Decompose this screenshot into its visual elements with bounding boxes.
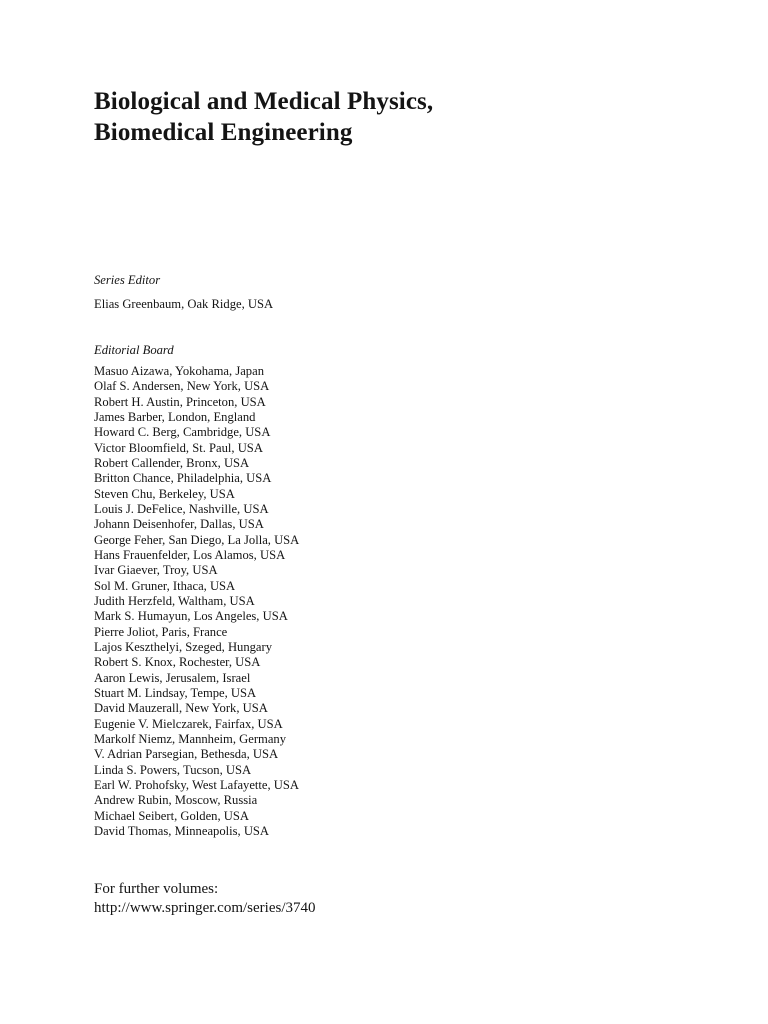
series-title xyxy=(94,86,714,148)
editorial-board-member: Markolf Niemz, Mannheim, Germany xyxy=(94,731,286,746)
editorial-board-member: Andrew Rubin, Moscow, Russia xyxy=(94,793,258,808)
editorial-board-member: Robert Callender, Bronx, USA xyxy=(94,455,250,470)
series-editor-name: Elias Greenbaum, Oak Ridge, USA xyxy=(94,297,274,311)
editorial-board-member: Hans Frauenfelder, Los Alamos, USA xyxy=(94,547,286,562)
editorial-board-member: Howard C. Berg, Cambridge, USA xyxy=(94,425,271,440)
editorial-board-member: David Thomas, Minneapolis, USA xyxy=(94,823,270,838)
editorial-board-member: Michael Seibert, Golden, USA xyxy=(94,808,249,823)
editorial-board-member: David Mauzerall, New York, USA xyxy=(94,701,268,716)
editorial-board-member: Robert H. Austin, Princeton, USA xyxy=(94,394,266,409)
editorial-board-member: Louis J. DeFelice, Nashville, USA xyxy=(94,501,269,516)
editorial-board-list xyxy=(94,364,299,839)
series-url-link[interactable]: http://www.springer.com/series/3740 xyxy=(94,900,316,916)
editorial-board-member: Robert S. Knox, Rochester, USA xyxy=(94,655,261,670)
editorial-board-member: V. Adrian Parsegian, Bethesda, USA xyxy=(94,747,279,762)
editorial-board-member: George Feher, San Diego, La Jolla, USA xyxy=(94,532,300,547)
further-volumes xyxy=(94,880,316,918)
series-title-line-2: Biomedical Engineering xyxy=(94,119,353,146)
editorial-board-member: Victor Bloomfield, St. Paul, USA xyxy=(94,440,263,455)
editorial-board-member: Eugenie V. Mielczarek, Fairfax, USA xyxy=(94,716,283,731)
editorial-board-member: Johann Deisenhofer, Dallas, USA xyxy=(94,517,264,532)
editorial-board-member: Steven Chu, Berkeley, USA xyxy=(94,486,235,501)
editorial-board-member: Lajos Keszthelyi, Szeged, Hungary xyxy=(94,639,273,654)
editorial-board-member: Sol M. Gruner, Ithaca, USA xyxy=(94,578,236,593)
editorial-board-member: Stuart M. Lindsay, Tempe, USA xyxy=(94,685,257,700)
series-editor-label: Series Editor xyxy=(94,273,161,287)
editorial-board-member: Earl W. Prohofsky, West Lafayette, USA xyxy=(94,777,299,792)
editorial-board-member: Aaron Lewis, Jerusalem, Israel xyxy=(94,670,251,685)
editorial-board-member: Linda S. Powers, Tucson, USA xyxy=(94,762,252,777)
further-volumes-text: For further volumes: xyxy=(94,881,219,897)
editorial-board-member: Britton Chance, Philadelphia, USA xyxy=(94,471,272,486)
editorial-board-member: Masuo Aizawa, Yokohama, Japan xyxy=(94,364,264,378)
editorial-board-member: Olaf S. Andersen, New York, USA xyxy=(94,379,270,394)
editorial-board-label: Editorial Board xyxy=(94,343,174,357)
editorial-board-member: Judith Herzfeld, Waltham, USA xyxy=(94,593,255,608)
editorial-board-member: Mark S. Humayun, Los Angeles, USA xyxy=(94,609,288,624)
editorial-board-member: Ivar Giaever, Troy, USA xyxy=(94,563,218,578)
editorial-board-member: Pierre Joliot, Paris, France xyxy=(94,624,228,639)
editorial-board-member: James Barber, London, England xyxy=(94,409,256,424)
series-title-line-1: Biological and Medical Physics, xyxy=(94,88,434,115)
